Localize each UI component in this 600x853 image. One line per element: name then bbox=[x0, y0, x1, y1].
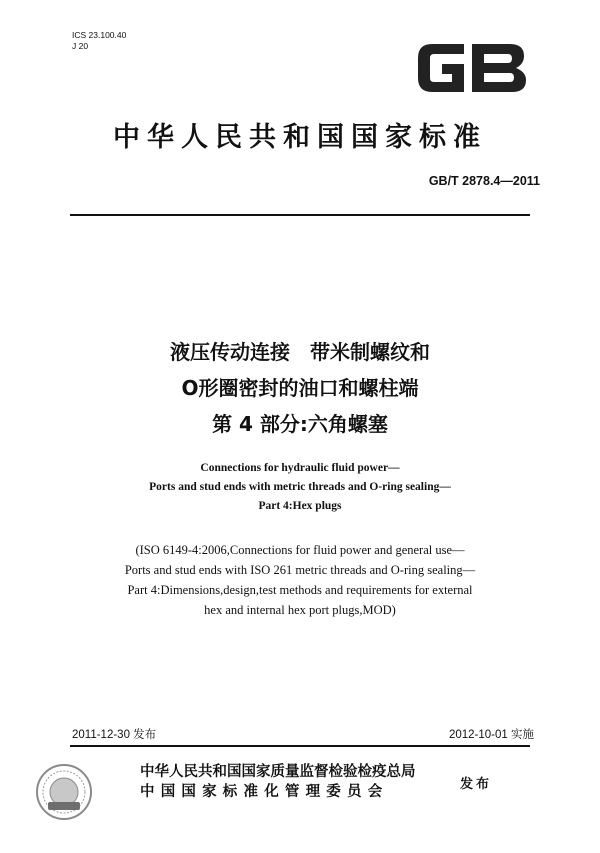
anti-counterfeit-seal-icon bbox=[34, 762, 94, 822]
main-title: 中华人民共和国国家标准 bbox=[113, 122, 487, 153]
issuer-line-1: 中华人民共和国国家质量监督检验检疫总局 bbox=[140, 764, 416, 780]
issuer-line-2: 中国国家标准化管理委员会 bbox=[140, 784, 389, 800]
footer-divider bbox=[70, 745, 530, 747]
class-code: J 20 bbox=[72, 41, 89, 51]
standard-number: GB/T 2878.4—2011 bbox=[428, 174, 540, 188]
chinese-title-line-2: O形圈密封的油口和螺柱端 bbox=[181, 376, 419, 400]
chinese-title bbox=[40, 334, 560, 442]
issue-date: 2011-12-30 发布 bbox=[72, 729, 157, 741]
english-title-line-3: Part 4:Hex plugs bbox=[258, 500, 342, 512]
iso-reference bbox=[40, 540, 560, 620]
english-title bbox=[40, 459, 560, 516]
iso-reference-line-4: hex and internal hex port plugs,MOD) bbox=[204, 603, 396, 617]
chinese-title-line-3: 第 4 部分:六角螺塞 bbox=[212, 412, 388, 436]
publish-label: 发布 bbox=[460, 777, 493, 792]
ics-code: ICS 23.100.40 bbox=[72, 30, 127, 40]
english-title-line-2: Ports and stud ends with metric threads and O-ring sealing— bbox=[149, 481, 451, 493]
iso-reference-line-3: Part 4:Dimensions,design,test methods and requirements for external bbox=[127, 583, 473, 597]
iso-reference-line-1: (ISO 6149-4:2006,Connections for fluid power and general use— bbox=[135, 543, 465, 557]
gb-logo-icon bbox=[412, 36, 532, 100]
chinese-title-line-1: 液压传动连接 带米制螺纹和 bbox=[170, 340, 430, 364]
english-title-line-1: Connections for hydraulic fluid power— bbox=[200, 462, 400, 474]
implementation-date: 2012-10-01 实施 bbox=[448, 729, 534, 741]
classification-codes bbox=[72, 30, 126, 52]
iso-reference-line-2: Ports and stud ends with ISO 261 metric threads and O-ring sealing— bbox=[124, 563, 476, 577]
header-divider bbox=[70, 214, 530, 216]
issuing-authorities bbox=[140, 762, 416, 802]
